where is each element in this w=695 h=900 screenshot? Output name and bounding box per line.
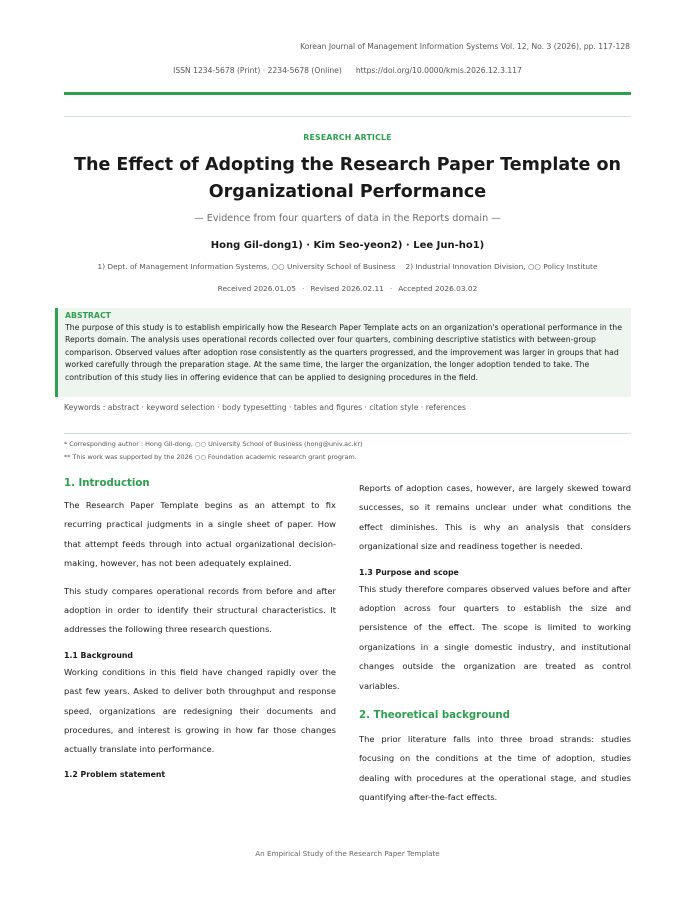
- paragraph: This study compares operational records from before and after adoption in order to identify their structural characteristics. It addresses the following three research questions.: [64, 585, 336, 635]
- paragraph: Reports of adoption cases, however, are largely skewed toward successes, so it remains unclear under what conditions the effect diminishes. This is why an analysis that considers organizational size and readiness together is needed.: [359, 483, 631, 552]
- accepted-date: Accepted 2026.03.02: [398, 284, 478, 293]
- abstract-text: The purpose of this study is to establish empirically how the Research Paper Template acts on an organization's operational performance in the Reports domain. The analysis uses operational records collected over four quarters, combining descriptive statistics with between-group comparison. Observed values after adoption rose consistently as the quarters progressed, and the improvement was larger in groups that had worked carefully through the preparation stage. At the same time, the larger the organization, the longer adoption tended to take. The contribution of this study lies in offering evidence that can be applied to designing procedures in the field.: [65, 323, 622, 382]
- affiliations: [0, 262, 695, 271]
- publication-dates: Received 2026.01.05 · Revised 2026.02.11 · Accepted 2026.03.02: [217, 284, 478, 293]
- subsection-heading-purpose: 1.3 Purpose and scope: [359, 567, 459, 577]
- footnote-divider: [64, 433, 631, 434]
- abstract-heading: ABSTRACT: [65, 311, 111, 320]
- paragraph: The prior literature falls into three broad strands: studies focusing on the conditions at the time of adoption, studies dealing with procedures at the operational stage, and studies quantifying after-the-fact effects.: [359, 734, 631, 803]
- header-divider: [64, 116, 631, 117]
- abstract-box: [55, 308, 631, 397]
- article-type-label: RESEARCH ARTICLE: [303, 133, 392, 142]
- body-column-left: [64, 476, 336, 781]
- paper-title: The Effect of Adopting the Research Paper Template on Organizational Performance: [74, 155, 621, 202]
- section-heading-introduction: 1. Introduction: [64, 478, 150, 489]
- corresponding-author-note: * Corresponding author : Hong Gil-dong, ○○ University School of Business (hong@univ.ac.kr): [64, 440, 363, 448]
- doi-link[interactable]: https://doi.org/10.0000/kmis.2026.12.3.117: [355, 66, 522, 75]
- running-footer: An Empirical Study of the Research Paper Template: [255, 849, 440, 858]
- subsection-heading-problem: 1.2 Problem statement: [64, 769, 166, 779]
- section-heading-theory: 2. Theoretical background: [359, 710, 510, 722]
- paragraph: This study therefore compares observed values before and after adoption across four quarters to establish the size and persistence of the effect. The scope is limited to working organizations in a single domestic industry, and institutional changes outside the organization are treated as control variables.: [359, 583, 631, 691]
- keywords: Keywords : abstract · keyword selection · body typesetting · tables and figures · citation style · references: [64, 403, 466, 412]
- paper-subtitle: — Evidence from four quarters of data in the Reports domain —: [194, 213, 501, 224]
- affiliation-1: 1) Dept. of Management Information Systems, ○○ University School of Business: [97, 262, 396, 271]
- issn-doi-line: [0, 66, 695, 75]
- header-rule: [64, 92, 631, 95]
- revised-date: Revised 2026.02.11: [310, 284, 384, 293]
- affiliation-2: 2) Industrial Innovation Division, ○○ Policy Institute: [405, 262, 598, 271]
- body-column-right: [359, 479, 631, 808]
- paragraph: The Research Paper Template begins as an attempt to fix recurring practical judgments in a single sheet of paper. How that attempt feeds through into actual organizational decision-making, however, has not been adequately explained.: [64, 500, 336, 569]
- funding-note: ** This work was supported by the 2026 ○○ Foundation academic research grant program.: [64, 453, 357, 461]
- author-list: Hong Gil-dong1) · Kim Seo-yeon2) · Lee Jun-ho1): [210, 240, 485, 251]
- received-date: Received 2026.01.05: [217, 284, 296, 293]
- paragraph: Working conditions in this field have changed rapidly over the past few years. Asked to deliver both throughput and response speed, organizations are redesigning their documents and procedures, and interest is growing in how far those changes actually translate into performance.: [64, 666, 336, 755]
- subsection-heading-background: 1.1 Background: [64, 650, 134, 660]
- issn: ISSN 1234-5678 (Print) · 2234-5678 (Online): [173, 66, 342, 75]
- journal-citation: Korean Journal of Management Information Systems Vol. 12, No. 3 (2026), pp. 117-128: [300, 42, 630, 51]
